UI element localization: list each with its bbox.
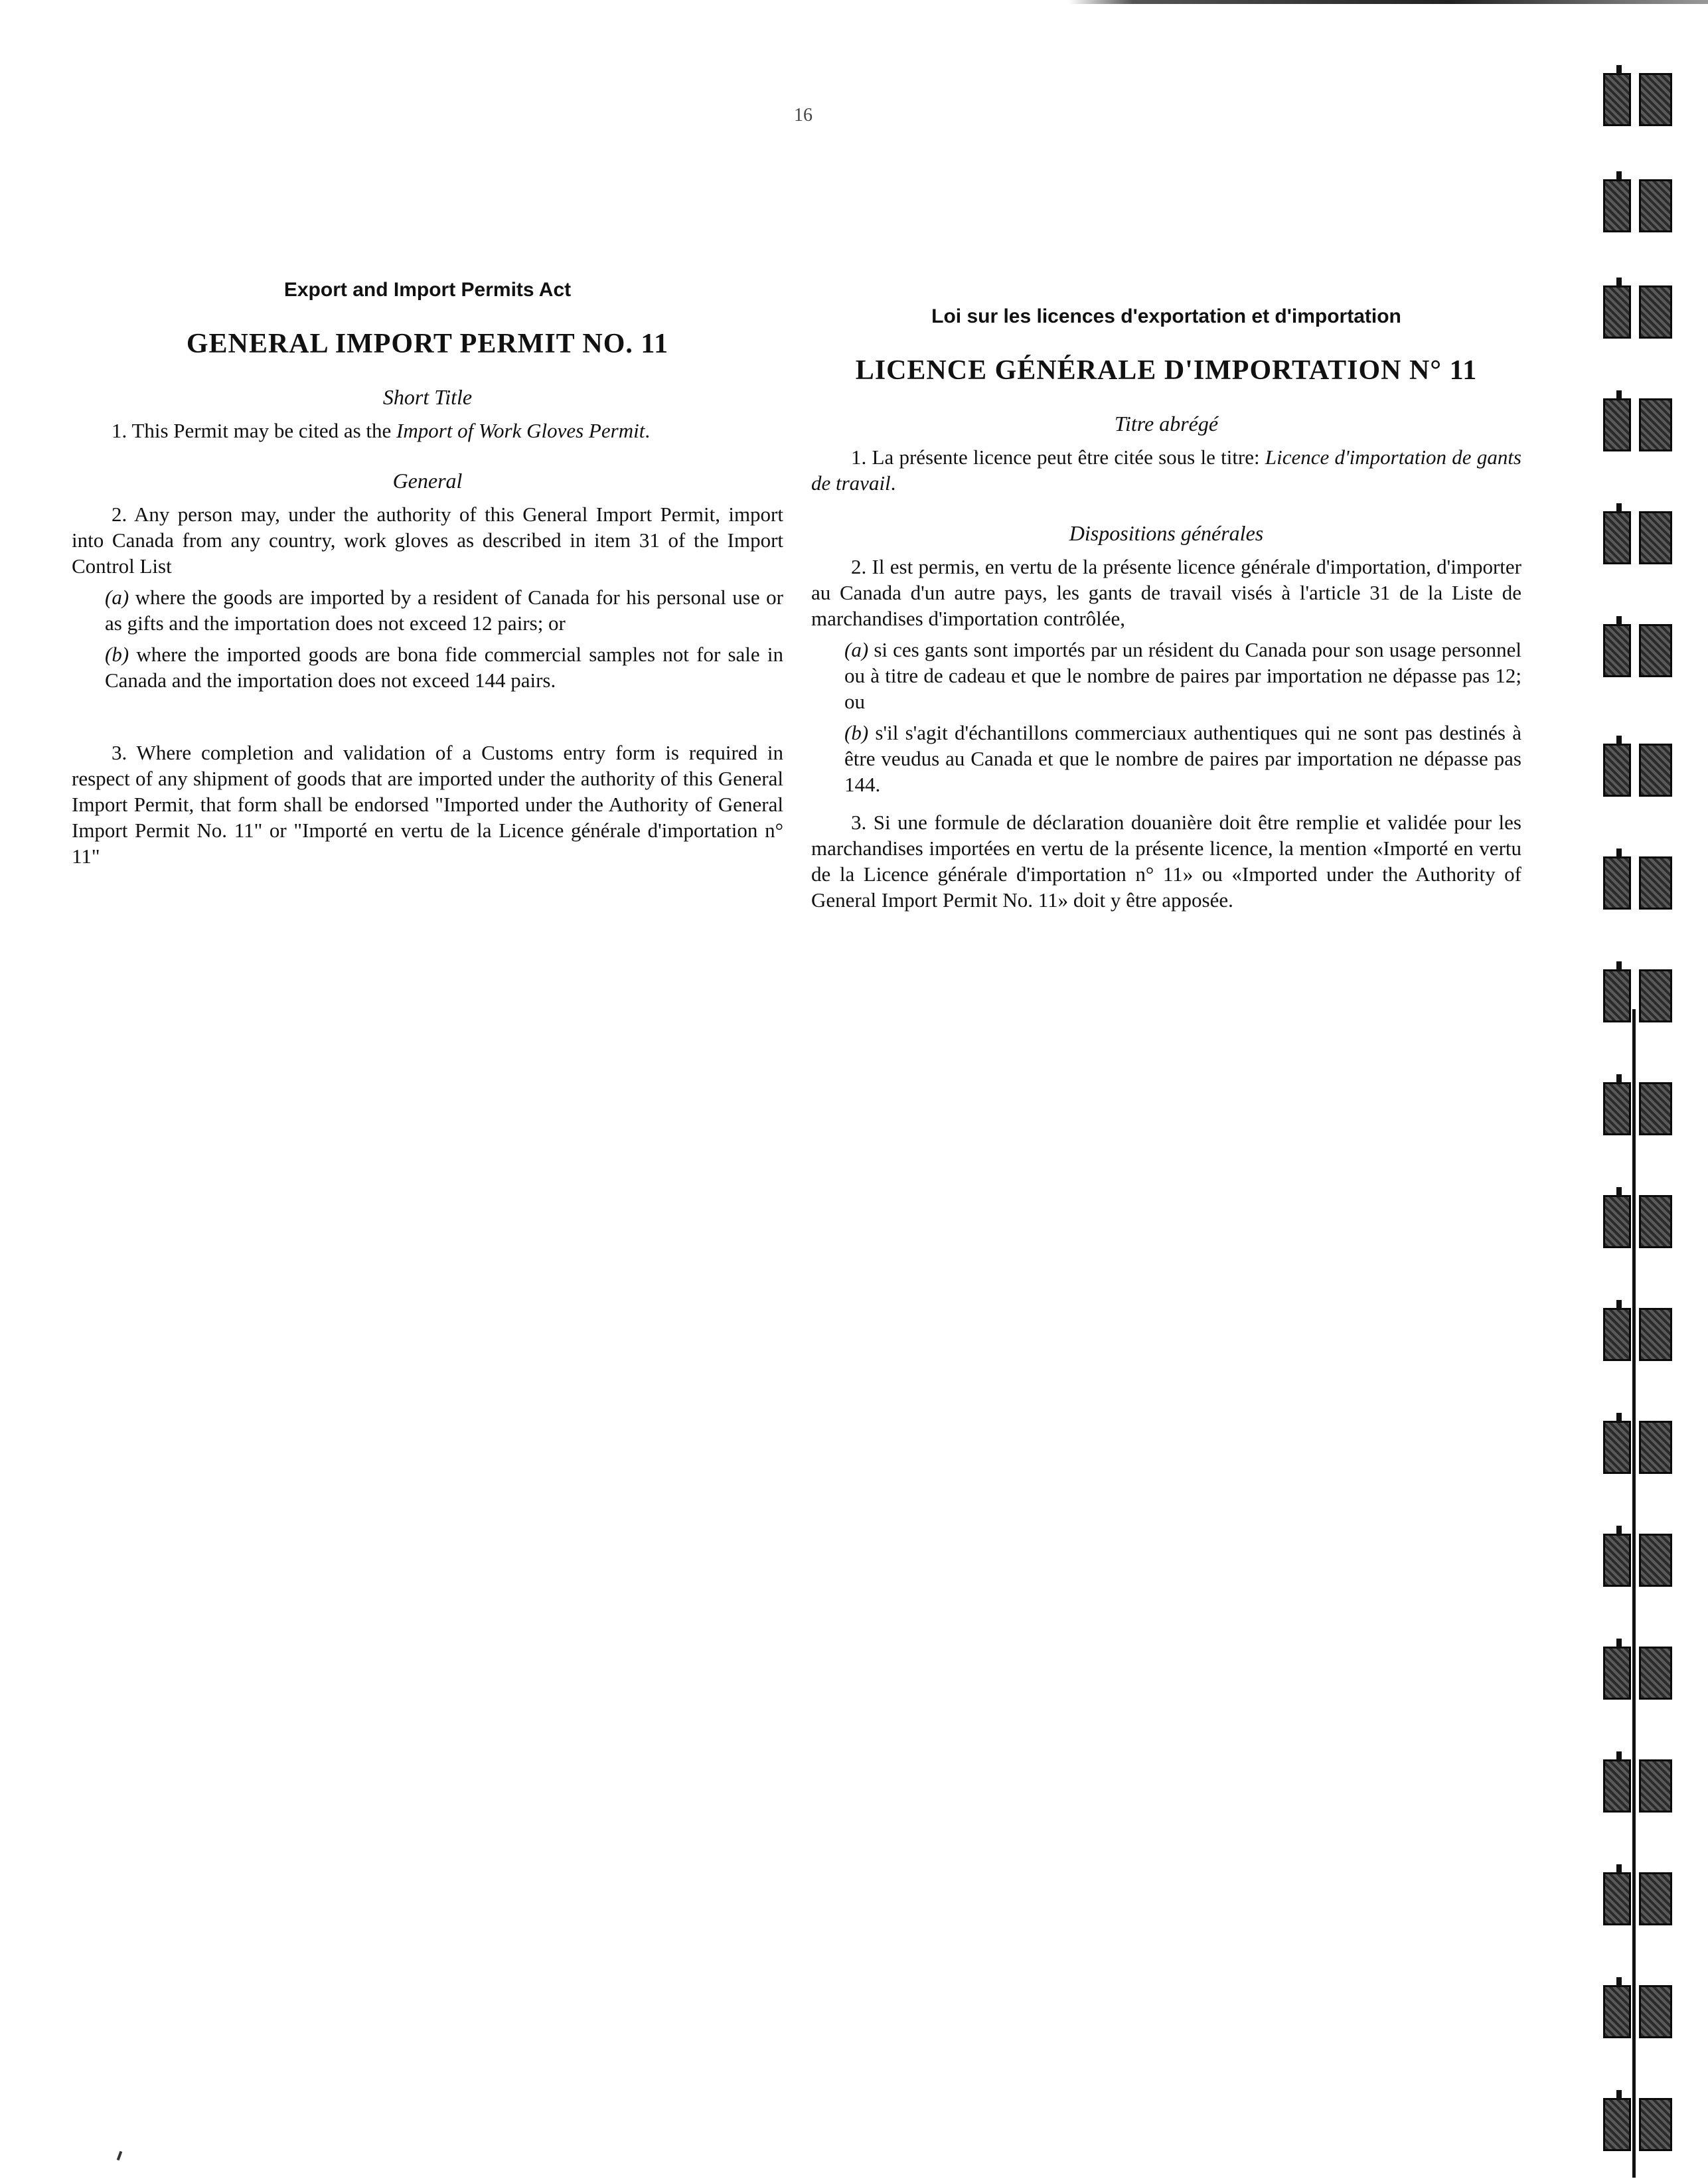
section-2b-fr: (b) s'il s'agit d'échantillons commerciaux authentiques qui ne sont pas destinés à être veudus au Canada et que le nombre de paires par importation ne dépasse pas 144. [844, 721, 1521, 796]
section-2b-en: (b) where the imported goods are bona fide commercial samples not for sale in Canada and the importation does not exceed 144 pairs. [105, 643, 783, 692]
act-title-en: Export and Import Permits Act [283, 279, 572, 301]
section-1-en: 1. This Permit may be cited as the Import of Work Gloves Permit. [112, 419, 651, 442]
binding-ring [1602, 744, 1708, 797]
page-number: 16 [794, 105, 813, 125]
binding-ring [1602, 398, 1708, 451]
binding-ring [1602, 1872, 1708, 1925]
section-2-fr: 2. Il est permis, en vertu de la présente licence générale d'importation, d'importer au Canada d'un autre pays, les gants de travail visés à l'article 31 de la Liste de marchandises d'importation contrôlée, [811, 555, 1521, 630]
binding-ring [1602, 285, 1708, 339]
section-2-en: 2. Any person may, under the authority of this General Import Permit, import into Canada from any country, work gloves as described in item 31 of the Import Control List [72, 503, 783, 578]
french-column [811, 305, 1521, 913]
scan-edge-line [1069, 0, 1708, 4]
binding-ring [1602, 856, 1708, 910]
permit-title-en: GENERAL IMPORT PERMIT NO. 11 [186, 329, 669, 359]
stray-mark [117, 2151, 123, 2161]
act-title-fr: Loi sur les licences d'exportation et d'importation [931, 305, 1401, 327]
section-2a-en: (a) where the goods are imported by a resident of Canada for his personal use or as gifts and the importation does not exceed 12 pairs; or [105, 586, 783, 635]
section-1-fr: 1. La présente licence peut être citée sous le titre: Licence d'importation de gants de travail. [811, 445, 1521, 495]
binding-ring [1602, 511, 1708, 564]
english-column [72, 279, 783, 869]
short-title-heading-fr: Titre abrégé [1114, 412, 1219, 436]
binding-ring [1602, 1647, 1708, 1700]
section-3-en: 3. Where completion and validation of a Customs entry form is required in respect of any shipment of goods that are imported under the authority of this General Import Permit, that form shall be endorsed "Imported under the Authority of General Import Permit No. 11" or "Importé en vertu de la Licence générale d'importation n° 11" [72, 741, 783, 868]
binding-ring [1602, 624, 1708, 677]
binding-ring [1602, 2098, 1708, 2151]
general-heading-en: General [392, 469, 463, 493]
binding-ring [1602, 1308, 1708, 1361]
binding-ring [1602, 1759, 1708, 1813]
binding-ring [1602, 1421, 1708, 1474]
spiral-binding [1602, 53, 1708, 2178]
general-heading-fr: Dispositions générales [1069, 521, 1264, 545]
permit-title-fr: LICENCE GÉNÉRALE D'IMPORTATION N° 11 [855, 355, 1478, 386]
short-title-heading-en: Short Title [382, 385, 473, 409]
binding-ring [1602, 1985, 1708, 2038]
binding-ring [1602, 1534, 1708, 1587]
binding-ring [1602, 969, 1708, 1022]
binding-ring [1602, 73, 1708, 126]
binding-ring [1602, 179, 1708, 232]
binding-ring [1602, 1195, 1708, 1248]
section-2a-fr: (a) si ces gants sont importés par un résident du Canada pour son usage personnel ou à titre de cadeau et que le nombre de paires par importation ne dépasse pas 12; ou [844, 638, 1521, 713]
section-3-fr: 3. Si une formule de déclaration douanière doit être remplie et validée pour les marchandises importées en vertu de la présente licence, la mention «Importé en vertu de la Licence générale d'importation n° 11» ou «Imported under the Authority of General Import Permit No. 11» doit y être apposée. [811, 811, 1521, 912]
binding-ring [1602, 1082, 1708, 1135]
